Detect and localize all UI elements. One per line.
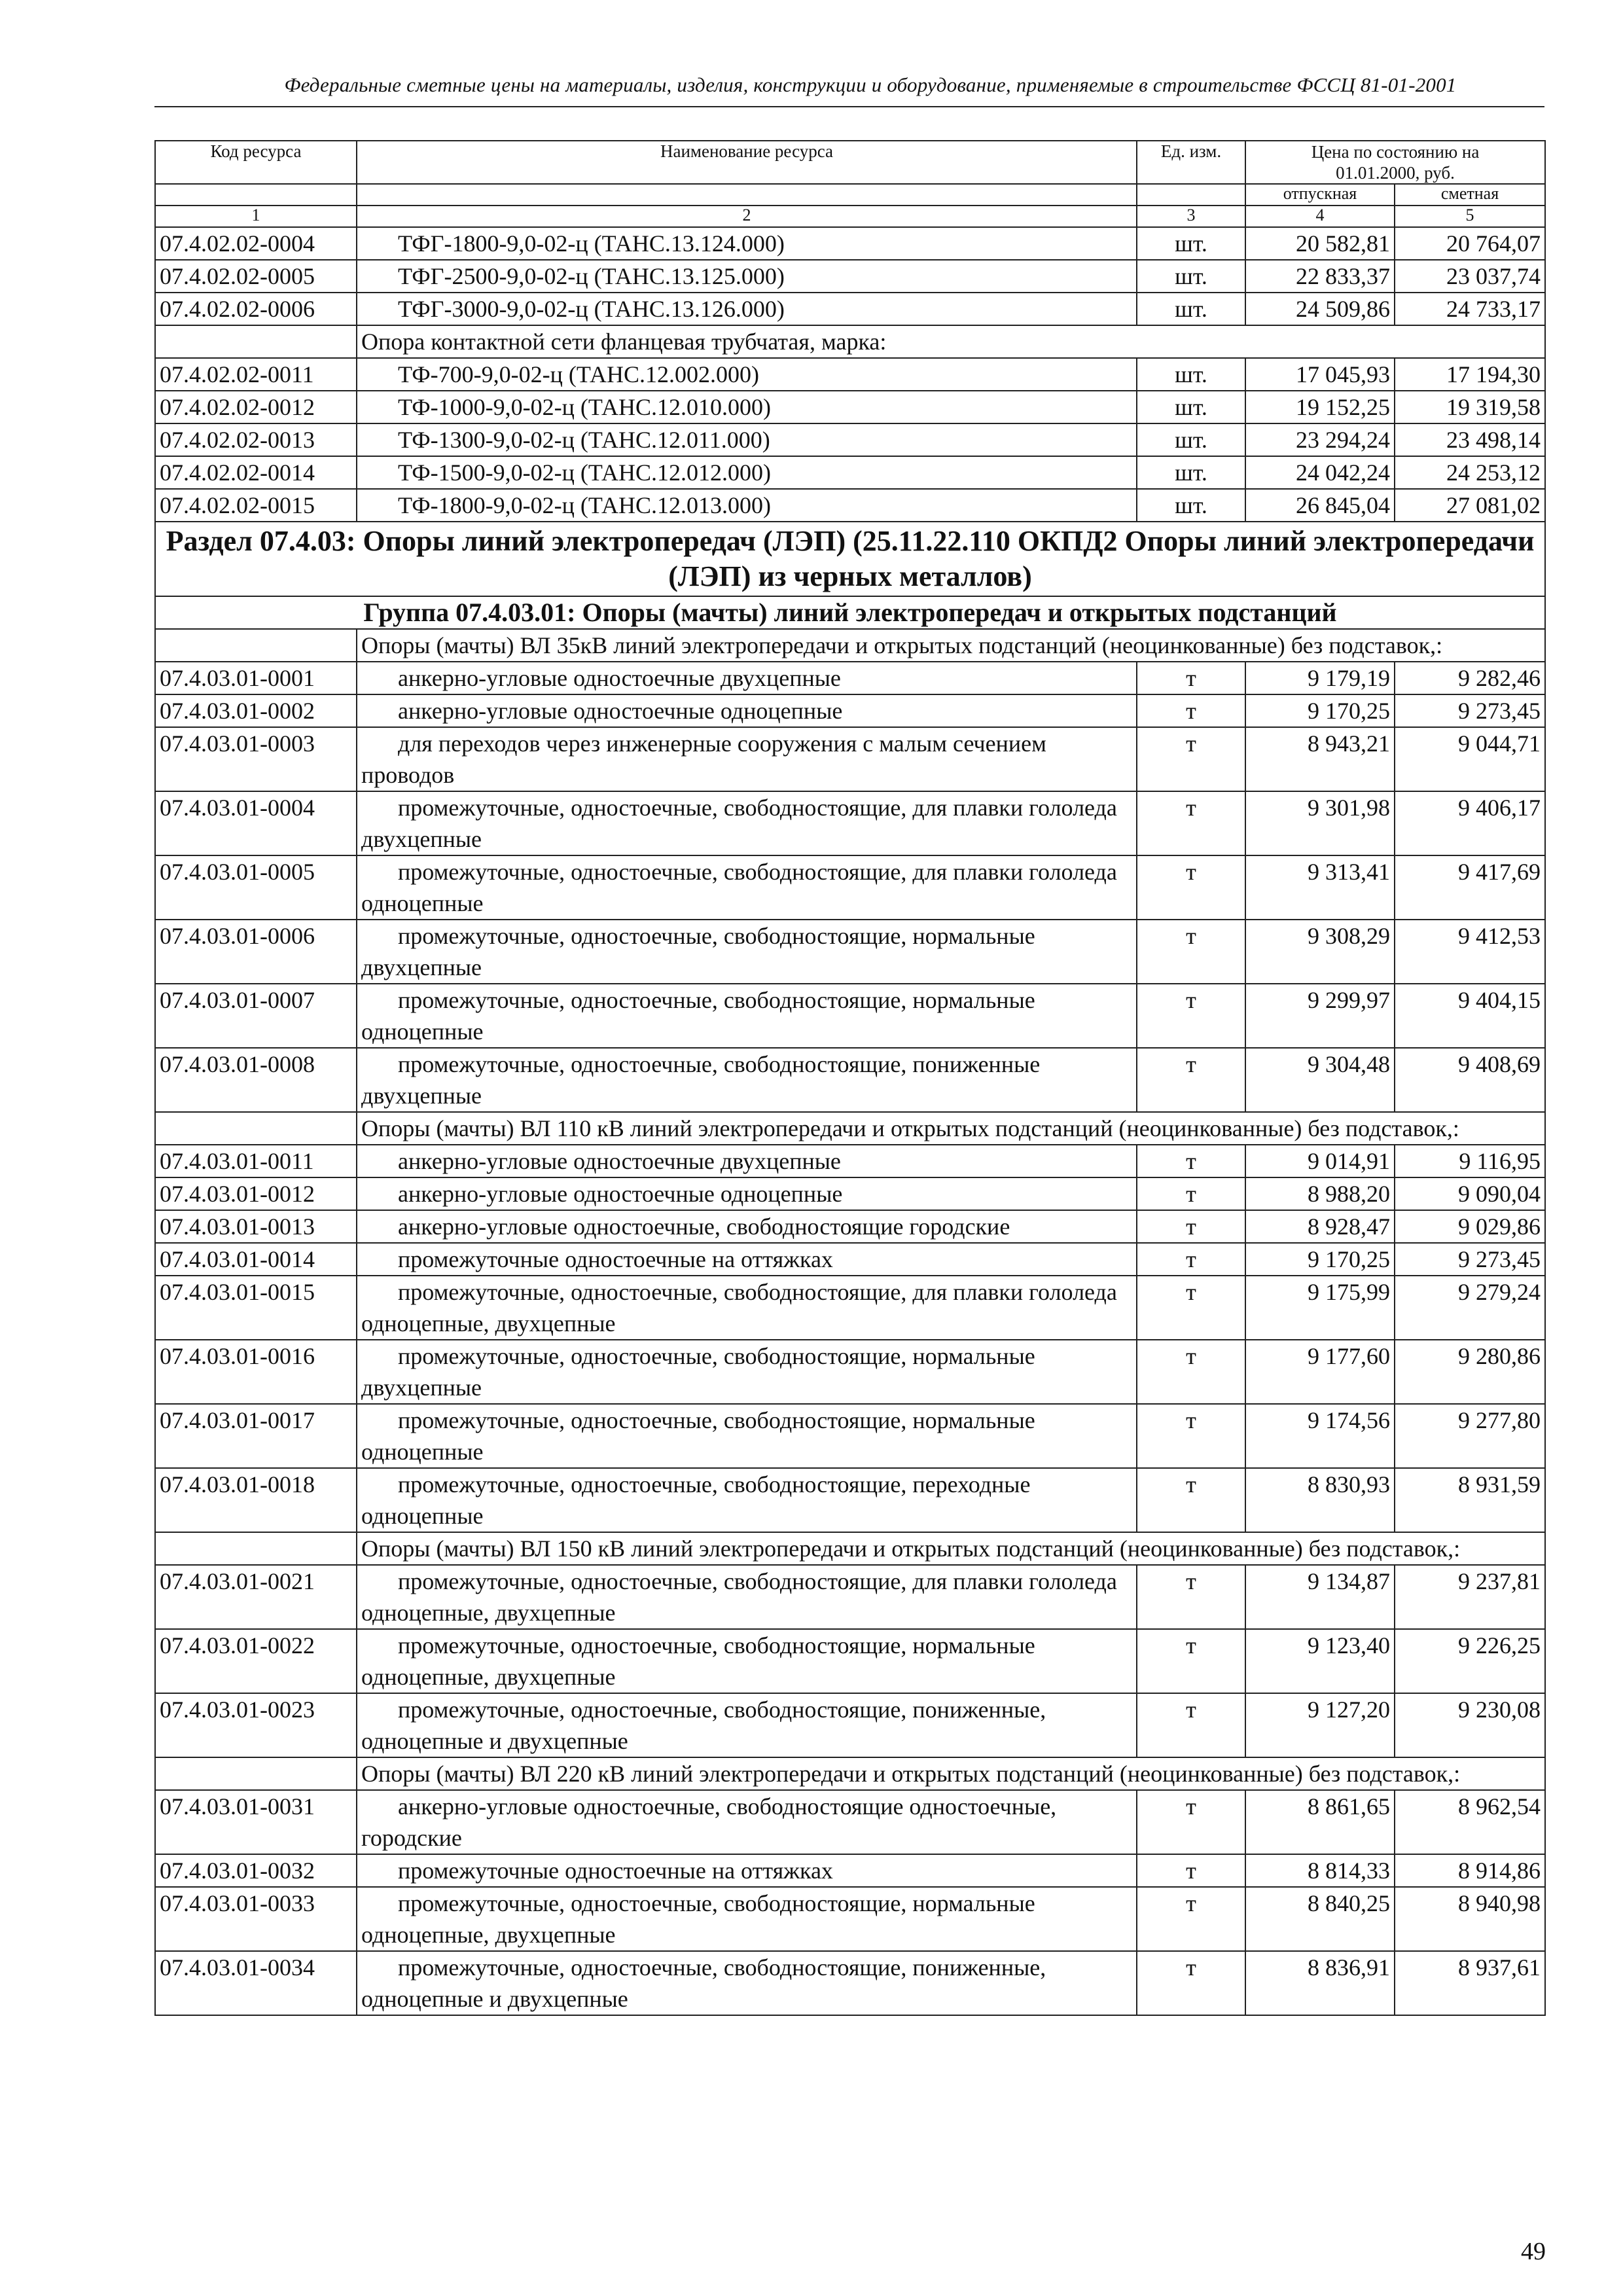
header-price-group: Цена по состоянию на 01.01.2000, руб. (1245, 141, 1545, 184)
release-price: 9 127,20 (1245, 1693, 1395, 1757)
subsection-title: Группа 07.4.03.01: Опоры (мачты) линий электропередач и открытых подстанций (155, 596, 1545, 629)
release-price: 17 045,93 (1245, 358, 1395, 391)
table-row (155, 227, 1545, 260)
estimate-price: 19 319,58 (1395, 391, 1545, 423)
unit: т (1137, 1790, 1245, 1854)
release-price: 9 313,41 (1245, 855, 1395, 920)
release-price: 9 175,99 (1245, 1276, 1395, 1340)
unit: т (1137, 694, 1245, 727)
resource-name (357, 1243, 1137, 1276)
estimate-price: 20 764,07 (1395, 227, 1545, 260)
release-price: 9 179,19 (1245, 662, 1395, 694)
resource-name-text: ТФ-1300-9,0-02-ц (ТАНС.12.011.000) (398, 427, 770, 453)
subsection-header-row (155, 596, 1545, 629)
estimate-price: 8 937,61 (1395, 1951, 1545, 2015)
resource-code: 07.4.03.01-0031 (155, 1790, 357, 1854)
resource-code: 07.4.02.02-0006 (155, 293, 357, 325)
estimate-price: 9 412,53 (1395, 920, 1545, 984)
release-price: 8 943,21 (1245, 727, 1395, 791)
column-number-4: 4 (1245, 206, 1395, 227)
estimate-price: 24 733,17 (1395, 293, 1545, 325)
unit: шт. (1137, 423, 1245, 456)
resource-name (357, 260, 1137, 293)
release-price: 26 845,04 (1245, 489, 1395, 522)
table-row (155, 662, 1545, 694)
resource-code: 07.4.02.02-0014 (155, 456, 357, 489)
resource-name (357, 1210, 1137, 1243)
release-price: 9 170,25 (1245, 694, 1395, 727)
unit: шт. (1137, 358, 1245, 391)
resource-name (357, 1854, 1137, 1887)
group-title: Опоры (мачты) ВЛ 35кВ линий электропередачи и открытых подстанций (неоцинкованные) без подставок,: (357, 629, 1545, 662)
estimate-price: 9 029,86 (1395, 1210, 1545, 1243)
resource-name (357, 1693, 1137, 1757)
resource-code: 07.4.02.02-0015 (155, 489, 357, 522)
unit: т (1137, 855, 1245, 920)
resource-code: 07.4.02.02-0011 (155, 358, 357, 391)
group-header-row (155, 629, 1545, 662)
table-row (155, 984, 1545, 1048)
release-price: 9 134,87 (1245, 1565, 1395, 1629)
unit: шт. (1137, 489, 1245, 522)
table-row (155, 423, 1545, 456)
release-price: 22 833,37 (1245, 260, 1395, 293)
release-price: 9 177,60 (1245, 1340, 1395, 1404)
header-code: Код ресурса (155, 141, 357, 184)
table-row (155, 727, 1545, 791)
unit: т (1137, 791, 1245, 855)
release-price: 8 836,91 (1245, 1951, 1395, 2015)
resource-name-text: анкерно-угловые одностоечные одноцепные (398, 698, 843, 724)
group-title: Опоры (мачты) ВЛ 220 кВ линий электропередачи и открытых подстанций (неоцинкованные) без подставок,: (357, 1757, 1545, 1790)
resource-code: 07.4.03.01-0011 (155, 1145, 357, 1177)
resource-name-text: анкерно-угловые одностоечные, свободностоящие городские (398, 1213, 1010, 1240)
resource-name-text: промежуточные, одностоечные, свободностоящие, для плавки гололеда двухцепные (361, 795, 1117, 852)
resource-name-text: ТФГ-3000-9,0-02-ц (ТАНС.13.126.000) (398, 296, 785, 322)
estimate-price: 9 406,17 (1395, 791, 1545, 855)
table-row (155, 1468, 1545, 1532)
group-code-cell (155, 325, 357, 358)
release-price: 19 152,25 (1245, 391, 1395, 423)
unit: шт. (1137, 391, 1245, 423)
group-title: Опора контактной сети фланцевая трубчатая, марка: (357, 325, 1545, 358)
unit: т (1137, 1565, 1245, 1629)
resource-name-text: промежуточные, одностоечные, свободностоящие, нормальные двухцепные (361, 1343, 1035, 1401)
resource-code: 07.4.03.01-0023 (155, 1693, 357, 1757)
resource-code: 07.4.03.01-0033 (155, 1887, 357, 1951)
resource-name (357, 920, 1137, 984)
release-price: 8 840,25 (1245, 1887, 1395, 1951)
resource-name-text: ТФ-1000-9,0-02-ц (ТАНС.12.010.000) (398, 394, 772, 420)
release-price: 9 308,29 (1245, 920, 1395, 984)
resource-name (357, 423, 1137, 456)
resource-name (357, 489, 1137, 522)
resource-code: 07.4.03.01-0014 (155, 1243, 357, 1276)
resource-name (357, 456, 1137, 489)
table-row (155, 694, 1545, 727)
resource-name (357, 358, 1137, 391)
resource-code: 07.4.03.01-0012 (155, 1177, 357, 1210)
resource-name (357, 293, 1137, 325)
estimate-price: 8 931,59 (1395, 1468, 1545, 1532)
resource-name (357, 1340, 1137, 1404)
table-row (155, 358, 1545, 391)
group-title: Опоры (мачты) ВЛ 150 кВ линий электропередачи и открытых подстанций (неоцинкованные) без подставок,: (357, 1532, 1545, 1565)
resource-code: 07.4.02.02-0004 (155, 227, 357, 260)
resource-code: 07.4.03.01-0021 (155, 1565, 357, 1629)
group-title: Опоры (мачты) ВЛ 110 кВ линий электропередачи и открытых подстанций (неоцинкованные) без подставок,: (357, 1112, 1545, 1145)
resource-code: 07.4.03.01-0008 (155, 1048, 357, 1112)
resource-name-text: для переходов через инженерные сооружения с малым сечением проводов (361, 730, 1046, 788)
unit: т (1137, 1340, 1245, 1404)
section-header-row (155, 522, 1545, 596)
resource-name (357, 1790, 1137, 1854)
table-row (155, 1145, 1545, 1177)
table-row (155, 391, 1545, 423)
table-row (155, 1565, 1545, 1629)
resource-name-text: промежуточные, одностоечные, свободностоящие, пониженные двухцепные (361, 1051, 1041, 1109)
release-price: 24 509,86 (1245, 293, 1395, 325)
group-header-row (155, 1112, 1545, 1145)
resource-code: 07.4.03.01-0018 (155, 1468, 357, 1532)
release-price: 9 123,40 (1245, 1629, 1395, 1693)
group-code-cell (155, 629, 357, 662)
resource-code: 07.4.03.01-0016 (155, 1340, 357, 1404)
release-price: 8 928,47 (1245, 1210, 1395, 1243)
resource-name-text: ТФГ-2500-9,0-02-ц (ТАНС.13.125.000) (398, 263, 785, 289)
resource-name (357, 1629, 1137, 1693)
table-row (155, 456, 1545, 489)
unit: т (1137, 1243, 1245, 1276)
estimate-price: 9 090,04 (1395, 1177, 1545, 1210)
table-row (155, 1887, 1545, 1951)
table-body (155, 227, 1545, 2015)
estimate-price: 9 044,71 (1395, 727, 1545, 791)
release-price: 8 988,20 (1245, 1177, 1395, 1210)
resource-code: 07.4.03.01-0006 (155, 920, 357, 984)
resource-name-text: анкерно-угловые одностоечные, свободностоящие одностоечные, городские (361, 1793, 1057, 1851)
release-price: 8 830,93 (1245, 1468, 1395, 1532)
estimate-price: 9 404,15 (1395, 984, 1545, 1048)
resource-code: 07.4.03.01-0034 (155, 1951, 357, 2015)
release-price: 9 014,91 (1245, 1145, 1395, 1177)
unit: т (1137, 1854, 1245, 1887)
header-rule (154, 106, 1544, 107)
unit: т (1137, 1276, 1245, 1340)
resource-code: 07.4.03.01-0001 (155, 662, 357, 694)
estimate-price: 9 282,46 (1395, 662, 1545, 694)
resource-name (357, 727, 1137, 791)
unit: т (1137, 920, 1245, 984)
estimate-price: 8 962,54 (1395, 1790, 1545, 1854)
resource-name-text: промежуточные, одностоечные, свободностоящие, нормальные одноцепные (361, 1407, 1035, 1465)
header-release: отпускная (1245, 184, 1395, 206)
resource-name-text: ТФ-700-9,0-02-ц (ТАНС.12.002.000) (398, 361, 760, 387)
unit: т (1137, 1951, 1245, 2015)
resource-name (357, 227, 1137, 260)
group-header-row (155, 1757, 1545, 1790)
estimate-price: 9 226,25 (1395, 1629, 1545, 1693)
table-row (155, 920, 1545, 984)
table-row (155, 1276, 1545, 1340)
section-title: Раздел 07.4.03: Опоры линий электропередач (ЛЭП) (25.11.22.110 ОКПД2 Опоры линий электропередачи (ЛЭП) из черных металлов) (155, 522, 1545, 596)
resource-name (357, 1404, 1137, 1468)
unit: т (1137, 984, 1245, 1048)
resource-name-text: промежуточные, одностоечные, свободностоящие, переходные одноцепные (361, 1471, 1031, 1529)
unit: т (1137, 1629, 1245, 1693)
estimate-price: 9 408,69 (1395, 1048, 1545, 1112)
unit: т (1137, 662, 1245, 694)
release-price: 8 861,65 (1245, 1790, 1395, 1854)
resource-name-text: промежуточные, одностоечные, свободностоящие, пониженные, одноцепные и двухцепные (361, 1954, 1046, 2012)
estimate-price: 9 273,45 (1395, 694, 1545, 727)
table-row (155, 1210, 1545, 1243)
estimate-price: 24 253,12 (1395, 456, 1545, 489)
table-row (155, 791, 1545, 855)
unit: т (1137, 1887, 1245, 1951)
resource-name-text: промежуточные, одностоечные, свободностоящие, нормальные одноцепные, двухцепные (361, 1890, 1035, 1948)
header-estimate: сметная (1395, 184, 1545, 206)
price-table (154, 140, 1546, 2016)
resource-name (357, 1276, 1137, 1340)
estimate-price: 9 277,80 (1395, 1404, 1545, 1468)
estimate-price: 9 116,95 (1395, 1145, 1545, 1177)
table-row (155, 1404, 1545, 1468)
resource-code: 07.4.03.01-0004 (155, 791, 357, 855)
resource-code: 07.4.03.01-0003 (155, 727, 357, 791)
resource-code: 07.4.03.01-0002 (155, 694, 357, 727)
resource-name (357, 391, 1137, 423)
resource-code: 07.4.03.01-0015 (155, 1276, 357, 1340)
header-unit: Ед. изм. (1137, 141, 1245, 184)
table-header (155, 141, 1545, 227)
resource-code: 07.4.03.01-0032 (155, 1854, 357, 1887)
resource-code: 07.4.02.02-0012 (155, 391, 357, 423)
estimate-price: 8 914,86 (1395, 1854, 1545, 1887)
table-row (155, 1243, 1545, 1276)
estimate-price: 23 037,74 (1395, 260, 1545, 293)
resource-name (357, 1565, 1137, 1629)
table-row (155, 1177, 1545, 1210)
resource-code: 07.4.03.01-0007 (155, 984, 357, 1048)
resource-name-text: промежуточные, одностоечные, свободностоящие, для плавки гололеда одноцепные, двухцепные (361, 1279, 1117, 1336)
release-price: 23 294,24 (1245, 423, 1395, 456)
table-row (155, 489, 1545, 522)
resource-name (357, 694, 1137, 727)
column-number-1: 1 (155, 206, 357, 227)
resource-name-text: промежуточные, одностоечные, свободностоящие, для плавки гололеда одноцепные (361, 859, 1117, 916)
unit: шт. (1137, 456, 1245, 489)
resource-name (357, 984, 1137, 1048)
estimate-price: 9 273,45 (1395, 1243, 1545, 1276)
release-price: 9 299,97 (1245, 984, 1395, 1048)
unit: т (1137, 1468, 1245, 1532)
unit: т (1137, 1145, 1245, 1177)
group-header-row (155, 325, 1545, 358)
table-row (155, 1340, 1545, 1404)
unit: т (1137, 1693, 1245, 1757)
estimate-price: 27 081,02 (1395, 489, 1545, 522)
estimate-price: 9 230,08 (1395, 1693, 1545, 1757)
header-name-cont (357, 184, 1137, 206)
release-price: 20 582,81 (1245, 227, 1395, 260)
resource-code: 07.4.03.01-0013 (155, 1210, 357, 1243)
table-row (155, 293, 1545, 325)
estimate-price: 9 280,86 (1395, 1340, 1545, 1404)
resource-name-text: промежуточные, одностоечные, свободностоящие, нормальные одноцепные (361, 987, 1035, 1045)
estimate-price: 9 279,24 (1395, 1276, 1545, 1340)
release-price: 9 304,48 (1245, 1048, 1395, 1112)
table-row (155, 1048, 1545, 1112)
resource-name (357, 662, 1137, 694)
resource-name (357, 1887, 1137, 1951)
resource-name-text: промежуточные, одностоечные, свободностоящие, нормальные двухцепные (361, 923, 1035, 980)
resource-name-text: промежуточные, одностоечные, свободностоящие, нормальные одноцепные, двухцепные (361, 1632, 1035, 1690)
release-price: 8 814,33 (1245, 1854, 1395, 1887)
resource-name (357, 1951, 1137, 2015)
table-row (155, 260, 1545, 293)
estimate-price: 9 237,81 (1395, 1565, 1545, 1629)
resource-name (357, 1145, 1137, 1177)
header-name: Наименование ресурса (357, 141, 1137, 184)
resource-name (357, 791, 1137, 855)
unit: т (1137, 1404, 1245, 1468)
unit: т (1137, 727, 1245, 791)
column-number-3: 3 (1137, 206, 1245, 227)
release-price: 24 042,24 (1245, 456, 1395, 489)
resource-name (357, 855, 1137, 920)
header-unit-cont (1137, 184, 1245, 206)
group-header-row (155, 1532, 1545, 1565)
resource-name-text: промежуточные одностоечные на оттяжках (398, 1246, 833, 1272)
resource-code: 07.4.03.01-0022 (155, 1629, 357, 1693)
resource-code: 07.4.02.02-0005 (155, 260, 357, 293)
resource-name-text: промежуточные одностоечные на оттяжках (398, 1857, 833, 1884)
table-row (155, 1693, 1545, 1757)
estimate-price: 23 498,14 (1395, 423, 1545, 456)
resource-name-text: анкерно-угловые одностоечные одноцепные (398, 1181, 843, 1207)
table-row (155, 1951, 1545, 2015)
resource-name (357, 1468, 1137, 1532)
column-number-2: 2 (357, 206, 1137, 227)
estimate-price: 17 194,30 (1395, 358, 1545, 391)
resource-name-text: ТФГ-1800-9,0-02-ц (ТАНС.13.124.000) (398, 230, 785, 257)
estimate-price: 8 940,98 (1395, 1887, 1545, 1951)
resource-name-text: ТФ-1800-9,0-02-ц (ТАНС.12.013.000) (398, 492, 772, 518)
resource-name (357, 1048, 1137, 1112)
resource-name-text: ТФ-1500-9,0-02-ц (ТАНС.12.012.000) (398, 459, 772, 486)
resource-name-text: анкерно-угловые одностоечные двухцепные (398, 1148, 841, 1174)
unit: т (1137, 1177, 1245, 1210)
release-price: 9 301,98 (1245, 791, 1395, 855)
group-code-cell (155, 1757, 357, 1790)
resource-name-text: анкерно-угловые одностоечные двухцепные (398, 665, 841, 691)
resource-code: 07.4.03.01-0005 (155, 855, 357, 920)
table-row (155, 1790, 1545, 1854)
resource-code: 07.4.02.02-0013 (155, 423, 357, 456)
resource-code: 07.4.03.01-0017 (155, 1404, 357, 1468)
column-number-5: 5 (1395, 206, 1545, 227)
unit: шт. (1137, 293, 1245, 325)
release-price: 9 170,25 (1245, 1243, 1395, 1276)
running-header: Федеральные сметные цены на материалы, изделия, конструкции и оборудование, применяемые в строительстве ФССЦ 81-01-2001 (284, 73, 1457, 96)
group-code-cell (155, 1112, 357, 1145)
group-code-cell (155, 1532, 357, 1565)
estimate-price: 9 417,69 (1395, 855, 1545, 920)
resource-name-text: промежуточные, одностоечные, свободностоящие, пониженные, одноцепные и двухцепные (361, 1696, 1046, 1754)
table-row (155, 1629, 1545, 1693)
resource-name (357, 1177, 1137, 1210)
release-price: 9 174,56 (1245, 1404, 1395, 1468)
table-row (155, 1854, 1545, 1887)
unit: шт. (1137, 260, 1245, 293)
unit: т (1137, 1210, 1245, 1243)
resource-name-text: промежуточные, одностоечные, свободностоящие, для плавки гололеда одноцепные, двухцепные (361, 1568, 1117, 1626)
header-code-cont (155, 184, 357, 206)
table-row (155, 855, 1545, 920)
unit: т (1137, 1048, 1245, 1112)
unit: шт. (1137, 227, 1245, 260)
page-number: 49 (1521, 2238, 1546, 2265)
